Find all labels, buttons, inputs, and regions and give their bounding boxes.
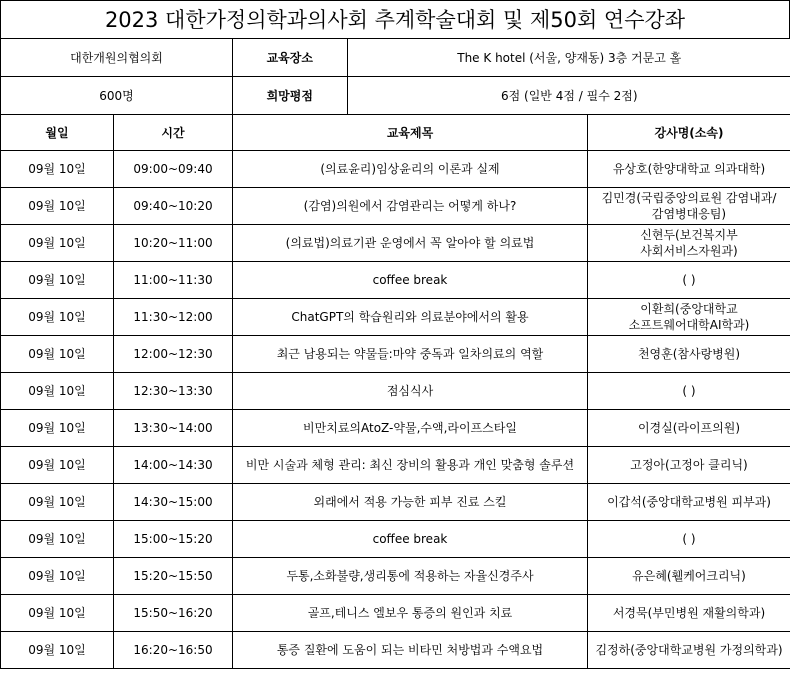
- venue-value: The K hotel (서울, 양재동) 3층 거문고 홀: [457, 50, 682, 65]
- row-topic-cell: 두통,소화불량,생리통에 적용하는 자율신경주사: [233, 558, 588, 595]
- row-speaker-cell: ( ): [588, 262, 790, 299]
- table-row: [1, 595, 790, 632]
- row-speaker-cell: ( ): [588, 373, 790, 410]
- table-row: [1, 484, 790, 521]
- table-row: [1, 225, 790, 262]
- row-speaker-cell: 김민경(국립중앙의료원 감염내과/감염병대응팀): [588, 188, 790, 225]
- row-topic-cell: (의료윤리)임상윤리의 이론과 실제: [233, 151, 588, 188]
- table-row: [1, 632, 790, 669]
- row-speaker-cell: 유은혜(휄케어크리닉): [588, 558, 790, 595]
- attendee-count-cell: 600명: [1, 77, 233, 115]
- organizer-cell: 대한개원의협의회: [1, 39, 233, 77]
- row-date-cell: 09월 10일: [1, 373, 114, 410]
- row-speaker-cell: 이환희(중앙대학교 소프트웨어대학AI학과): [588, 299, 790, 336]
- row-topic-cell: 골프,테니스 엘보우 통증의 원인과 치료: [233, 595, 588, 632]
- row-time-cell: 09:00~09:40: [114, 151, 233, 188]
- header-topic: 교육제목: [233, 115, 588, 151]
- row-time-cell: 11:00~11:30: [114, 262, 233, 299]
- row-topic-cell: 비만 시술과 체형 관리: 최신 장비의 활용과 개인 맞춤형 솔루션: [233, 447, 588, 484]
- row-date-cell: 09월 10일: [1, 336, 114, 373]
- row-topic-cell: 최근 남용되는 약물들:마약 중독과 일차의료의 역할: [233, 336, 588, 373]
- table-row: [1, 410, 790, 447]
- row-time-cell: 16:20~16:50: [114, 632, 233, 669]
- row-time-cell: 15:00~15:20: [114, 521, 233, 558]
- table-row: [1, 336, 790, 373]
- row-speaker-cell: 천영훈(참사랑병원): [588, 336, 790, 373]
- score-value: 6점 (일반 4점 / 필수 2점): [500, 88, 638, 103]
- row-date-cell: 09월 10일: [1, 632, 114, 669]
- row-time-cell: 12:30~13:30: [114, 373, 233, 410]
- row-speaker-cell: 고정아(고정아 클리닉): [588, 447, 790, 484]
- row-topic-cell: (감염)의원에서 감염관리는 어떻게 하나?: [233, 188, 588, 225]
- row-time-cell: 11:30~12:00: [114, 299, 233, 336]
- row-date-cell: 09월 10일: [1, 595, 114, 632]
- row-topic-cell: 점심식사: [233, 373, 588, 410]
- row-speaker-cell: 이경실(라이프의원): [588, 410, 790, 447]
- info-row-score: [1, 77, 790, 115]
- row-topic-cell: coffee break: [233, 521, 588, 558]
- row-topic-cell: 비만치료의AtoZ-약물,수액,라이프스타일: [233, 410, 588, 447]
- row-time-cell: 13:30~14:00: [114, 410, 233, 447]
- row-speaker-cell: 신현두(보건복지부 사회서비스자원과): [588, 225, 790, 262]
- row-time-cell: 12:00~12:30: [114, 336, 233, 373]
- table-header-row: [1, 115, 790, 151]
- table-row: [1, 262, 790, 299]
- row-date-cell: 09월 10일: [1, 151, 114, 188]
- row-date-cell: 09월 10일: [1, 188, 114, 225]
- row-date-cell: 09월 10일: [1, 299, 114, 336]
- row-topic-cell: coffee break: [233, 262, 588, 299]
- row-date-cell: 09월 10일: [1, 262, 114, 299]
- header-time: 시간: [114, 115, 233, 151]
- row-topic-cell: 외래에서 적용 가능한 피부 진료 스킬: [233, 484, 588, 521]
- row-topic-cell: (의료법)의료기관 운영에서 꼭 알아야 할 의료법: [233, 225, 588, 262]
- row-date-cell: 09월 10일: [1, 447, 114, 484]
- score-label: 희망평점: [233, 77, 347, 114]
- table-row: [1, 447, 790, 484]
- schedule-table: [0, 38, 790, 669]
- table-row: [1, 188, 790, 225]
- table-row: [1, 558, 790, 595]
- header-date: 월일: [1, 115, 114, 151]
- header-speaker: 강사명(소속): [588, 115, 790, 151]
- row-time-cell: 15:50~16:20: [114, 595, 233, 632]
- row-speaker-cell: 서경묵(부민병원 재활의학과): [588, 595, 790, 632]
- row-topic-cell: ChatGPT의 학습원리와 의료분야에서의 활용: [233, 299, 588, 336]
- row-date-cell: 09월 10일: [1, 521, 114, 558]
- table-row: [1, 373, 790, 410]
- row-time-cell: 14:00~14:30: [114, 447, 233, 484]
- row-time-cell: 14:30~15:00: [114, 484, 233, 521]
- row-speaker-cell: 김정하(중앙대학교병원 가정의학과): [588, 632, 790, 669]
- row-topic-cell: 통증 질환에 도움이 되는 비타민 처방법과 수액요법: [233, 632, 588, 669]
- row-speaker-cell: 이갑석(중앙대학교병원 피부과): [588, 484, 790, 521]
- row-date-cell: 09월 10일: [1, 484, 114, 521]
- page-title: 2023 대한가정의학과의사회 추계학술대회 및 제50회 연수강좌: [0, 0, 790, 38]
- table-row: [1, 151, 790, 188]
- row-time-cell: 15:20~15:50: [114, 558, 233, 595]
- table-row: [1, 521, 790, 558]
- row-date-cell: 09월 10일: [1, 410, 114, 447]
- row-date-cell: 09월 10일: [1, 225, 114, 262]
- table-row: [1, 299, 790, 336]
- row-time-cell: 10:20~11:00: [114, 225, 233, 262]
- row-time-cell: 09:40~10:20: [114, 188, 233, 225]
- row-speaker-cell: ( ): [588, 521, 790, 558]
- venue-label: 교육장소: [233, 39, 347, 76]
- row-speaker-cell: 유상호(한양대학교 의과대학): [588, 151, 790, 188]
- info-row-venue: [1, 39, 790, 77]
- row-date-cell: 09월 10일: [1, 558, 114, 595]
